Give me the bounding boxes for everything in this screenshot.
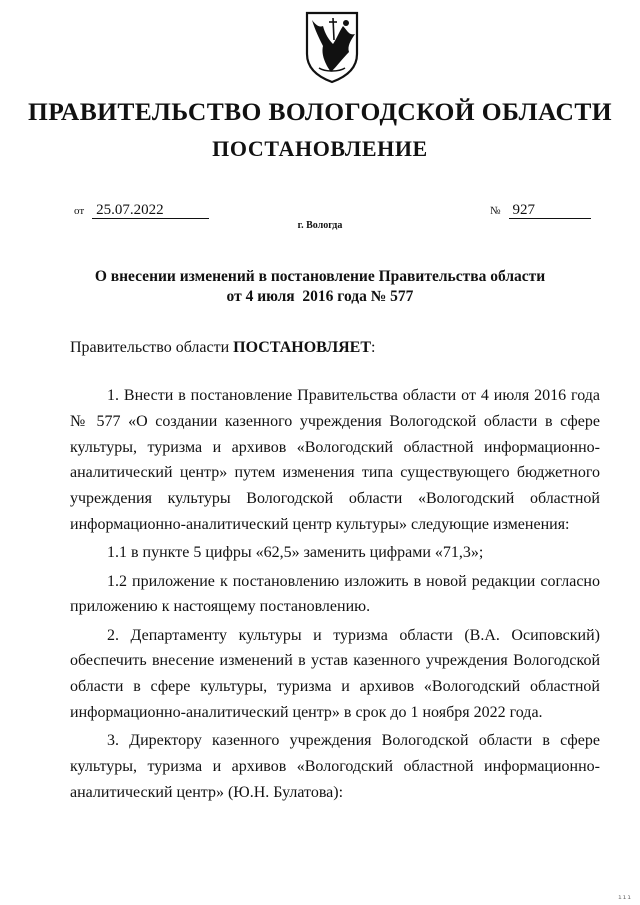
- preamble-emphasis: ПОСТАНОВЛЯЕТ: [233, 339, 372, 356]
- heading-line-2: от 4 июля 2016 года № 577: [226, 288, 414, 305]
- preamble-text: Правительство области: [70, 339, 230, 356]
- date-prefix: от: [74, 205, 85, 217]
- scan-mark: ııı: [618, 894, 632, 901]
- document-type: ПОСТАНОВЛЕНИЕ: [212, 136, 428, 161]
- vologda-coat-of-arms-icon: [303, 10, 361, 84]
- number-field: [490, 202, 591, 219]
- decree-heading: [0, 267, 640, 307]
- city-label: г. Вологда: [297, 220, 343, 231]
- preamble: [70, 339, 375, 357]
- preamble-suffix: :: [371, 339, 376, 356]
- paragraph-2: 2. Департаменту культуры и туризма области (В.А. Осиповский) обеспечить внесение изменений в устав казенного учреждения Вологодской области в сфере культуры, туризма и архивов «Вологодский областной информационно-аналитический центр» в срок до 1 ноября 2022 года.: [70, 626, 600, 722]
- paragraph-1-2: 1.2 приложение к постановлению изложить в новой редакции согласно приложению к настоящему постановлению.: [70, 572, 600, 616]
- date-field: [74, 202, 209, 219]
- heading-line-1: О внесении изменений в постановление Правительства области: [94, 268, 546, 285]
- decree-body: [70, 383, 600, 808]
- document-number: 927: [509, 202, 591, 219]
- number-prefix: №: [490, 205, 501, 217]
- paragraph-1-1: 1.1 в пункте 5 цифры «62,5» заменить цифрами «71,3»;: [107, 544, 484, 562]
- paragraph-3: 3. Директору казенного учреждения Вологодской области в сфере культуры, туризма и архивов «Вологодский областной информационно-аналитический центр» (Ю.Н. Булатова):: [70, 732, 600, 801]
- document-date: 25.07.2022: [92, 202, 209, 219]
- organization-title: ПРАВИТЕЛЬСТВО ВОЛОГОДСКОЙ ОБЛАСТИ: [27, 97, 613, 126]
- paragraph-1: 1. Внести в постановление Правительства области от 4 июля 2016 года № 577 «О создании казенного учреждения Вологодской области в сфере культуры, туризма и архивов «Вологодский областной информационно-аналитический центр» путем изменения типа существующего бюджетного учреждения культуры Вологодской области «Вологодский областной информационно-аналитический центр культуры» следующие изменения:: [70, 387, 600, 533]
